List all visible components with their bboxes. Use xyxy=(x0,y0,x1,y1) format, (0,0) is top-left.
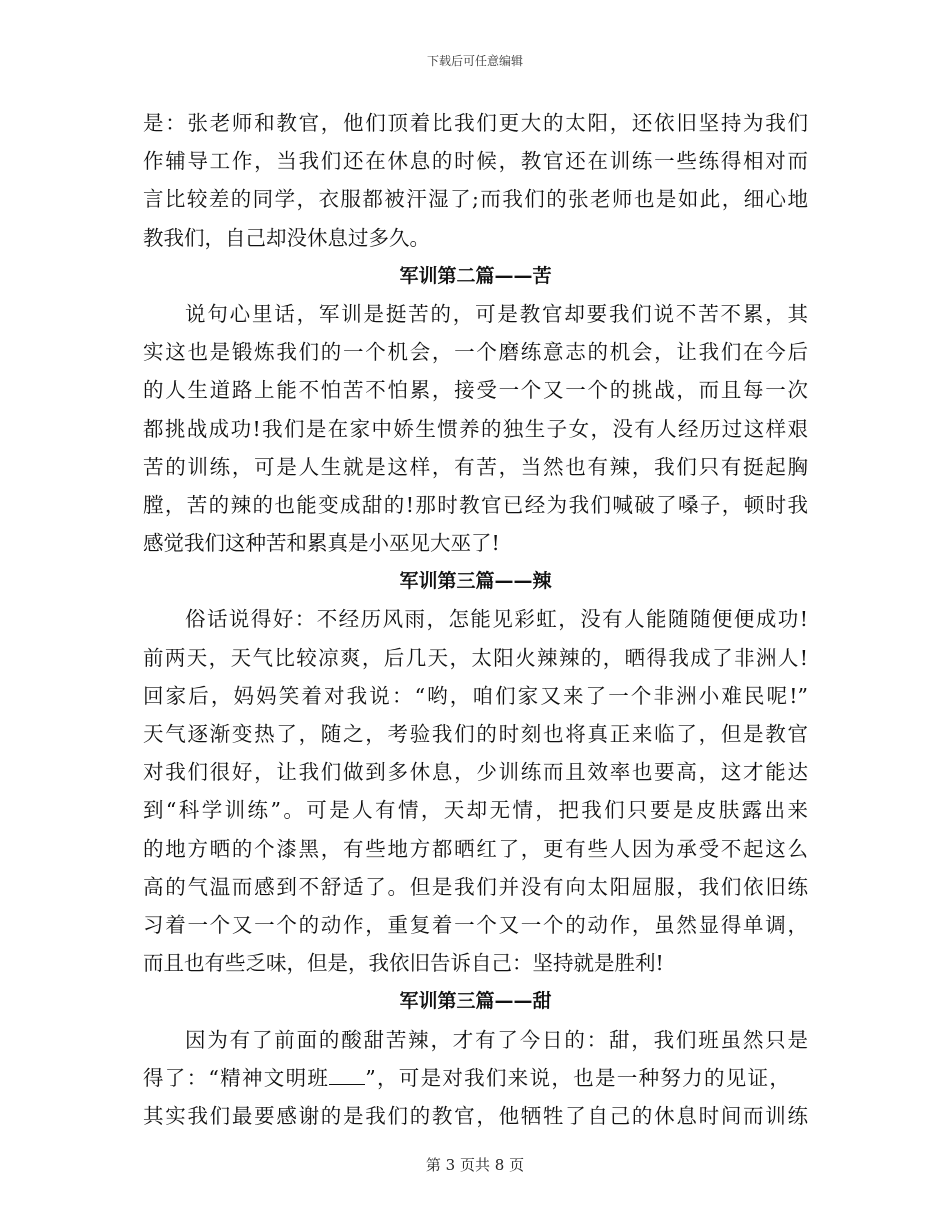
section-heading: 军训第三篇——辣 xyxy=(399,570,552,593)
paragraph-line: 作辅导工作，当我们还在休息的时候，教官还在训练一些练得相对而 xyxy=(143,149,808,174)
paragraph-line: 言比较差的同学，衣服都被汗湿了;而我们的张老师也是如此，细心地 xyxy=(143,187,808,212)
line-text: 得了：“精神文明班 xyxy=(143,1065,330,1090)
paragraph-line: 说句心里话，军训是挺苦的，可是教官却要我们说不苦不累，其 xyxy=(185,301,808,326)
paragraph-line: 教我们，自己却没休息过多久。 xyxy=(143,225,430,250)
page-footer: 第 3 页共 8 页 xyxy=(425,1156,525,1174)
paragraph-line: 苦的训练，可是人生就是这样，有苦，当然也有辣，我们只有挺起胸 xyxy=(143,454,808,479)
page-header: 下载后可任意编辑 xyxy=(426,54,523,68)
paragraph-line: 的地方晒的个漆黑，有些地方都晒红了，更有些人因为承受不起这么 xyxy=(143,836,808,861)
paragraph-line: 高的气温而感到不舒适了。但是我们并没有向太阳屈服，我们依旧练 xyxy=(143,874,808,899)
paragraph-line: 是：张老师和教官，他们顶着比我们更大的太阳，还依旧坚持为我们 xyxy=(143,111,808,135)
line-text: ”，可是对我们来说，也是一种努力的见证， xyxy=(365,1065,792,1090)
paragraph-line: 前两天，天气比较凉爽，后几天，太阳火辣辣的，晒得我成了非洲人! xyxy=(143,645,808,670)
section-heading: 军训第二篇——苦 xyxy=(399,264,552,287)
paragraph-line: 俗话说得好：不经历风雨，怎能见彩虹，没有人能随随便便成功! xyxy=(185,607,808,632)
fill-in-blank xyxy=(329,1064,365,1085)
paragraph-line: 膛，苦的辣的也能变成甜的!那时教官已经为我们喊破了嗓子，顿时我 xyxy=(143,492,808,517)
paragraph-line: 其实我们最要感谢的是我们的教官，他牺牲了自己的休息时间而训练 xyxy=(143,1103,808,1128)
paragraph-line: 天气逐渐变热了，随之，考验我们的时刻也将真正来临了，但是教官 xyxy=(143,722,808,746)
paragraph-line: 习着一个又一个的动作，重复着一个又一个的动作，虽然显得单调， xyxy=(143,912,808,937)
paragraph-line: 都挑战成功!我们是在家中娇生惯养的独生子女，没有人经历过这样艰 xyxy=(143,416,808,441)
document-body xyxy=(143,104,808,1135)
paragraph-line: 实这也是锻炼我们的一个机会，一个磨练意志的机会，让我们在今后 xyxy=(143,340,808,365)
paragraph-line: 而且也有些乏味，但是，我依旧告诉自己：坚持就是胜利! xyxy=(143,951,664,976)
paragraph-line xyxy=(143,1059,808,1097)
section-heading: 军训第三篇——甜 xyxy=(399,990,552,1013)
paragraph-line: 到“科学训练”。可是人有情，天却无情，把我们只要是皮肤露出来 xyxy=(143,798,808,823)
paragraph-line: 对我们很好，让我们做到多休息，少训练而且效率也要高，这才能达 xyxy=(143,760,808,785)
paragraph-line: 因为有了前面的酸甜苦辣，才有了今日的：甜，我们班虽然只是 xyxy=(185,1027,808,1052)
paragraph-line: 回家后，妈妈笑着对我说：“哟，咱们家又来了一个非洲小难民呢!” xyxy=(143,683,808,708)
paragraph-line: 的人生道路上能不怕苦不怕累，接受一个又一个的挑战，而且每一次 xyxy=(143,378,808,403)
paragraph-line: 感觉我们这种苦和累真是小巫见大巫了! xyxy=(143,531,500,556)
